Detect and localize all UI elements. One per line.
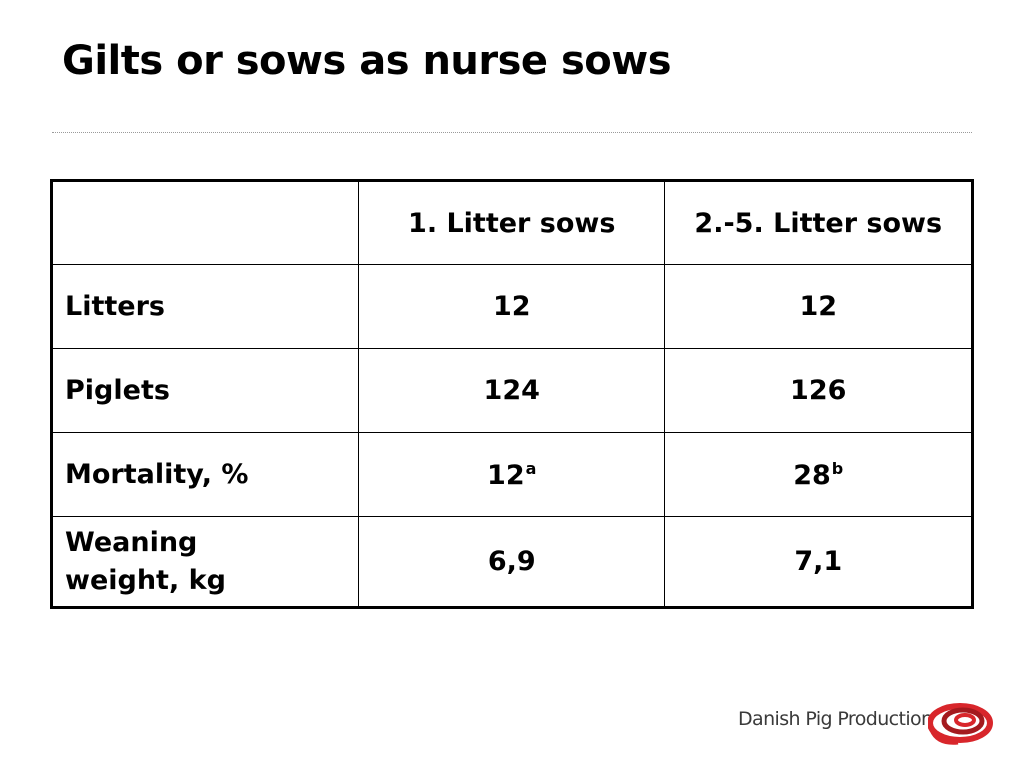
mortality-first-value: 12 xyxy=(487,459,525,491)
cell-litters-first: 12 xyxy=(358,265,665,349)
cell-litters-later: 12 xyxy=(665,265,973,349)
row-label-weaning-weight xyxy=(52,517,359,608)
header-first-litter: 1. Litter sows xyxy=(358,181,665,265)
comparison-table xyxy=(50,179,974,609)
weaning-label-line2: weight, kg xyxy=(65,564,226,596)
header-empty-cell xyxy=(52,181,359,265)
mortality-later-value: 28 xyxy=(793,459,831,491)
table-header-row xyxy=(52,181,973,265)
header-later-litter: 2.-5. Litter sows xyxy=(665,181,973,265)
target-swirl-logo-icon xyxy=(928,700,996,746)
mortality-later-superscript: b xyxy=(831,458,844,478)
title-divider xyxy=(52,132,972,133)
table-row xyxy=(52,517,973,608)
table-row xyxy=(52,433,973,517)
cell-weaning-first: 6,9 xyxy=(358,517,665,608)
slide-title: Gilts or sows as nurse sows xyxy=(62,38,672,84)
cell-mortality-later xyxy=(665,433,973,517)
row-label-mortality: Mortality, % xyxy=(52,433,359,517)
brand-name: Danish Pig Production xyxy=(738,708,933,730)
table-row xyxy=(52,265,973,349)
weaning-label-line1: Weaning xyxy=(65,526,198,558)
row-label-litters: Litters xyxy=(52,265,359,349)
mortality-first-superscript: a xyxy=(525,458,537,478)
cell-mortality-first xyxy=(358,433,665,517)
row-label-piglets: Piglets xyxy=(52,349,359,433)
cell-piglets-first: 124 xyxy=(358,349,665,433)
cell-piglets-later: 126 xyxy=(665,349,973,433)
table-row xyxy=(52,349,973,433)
cell-weaning-later: 7,1 xyxy=(665,517,973,608)
